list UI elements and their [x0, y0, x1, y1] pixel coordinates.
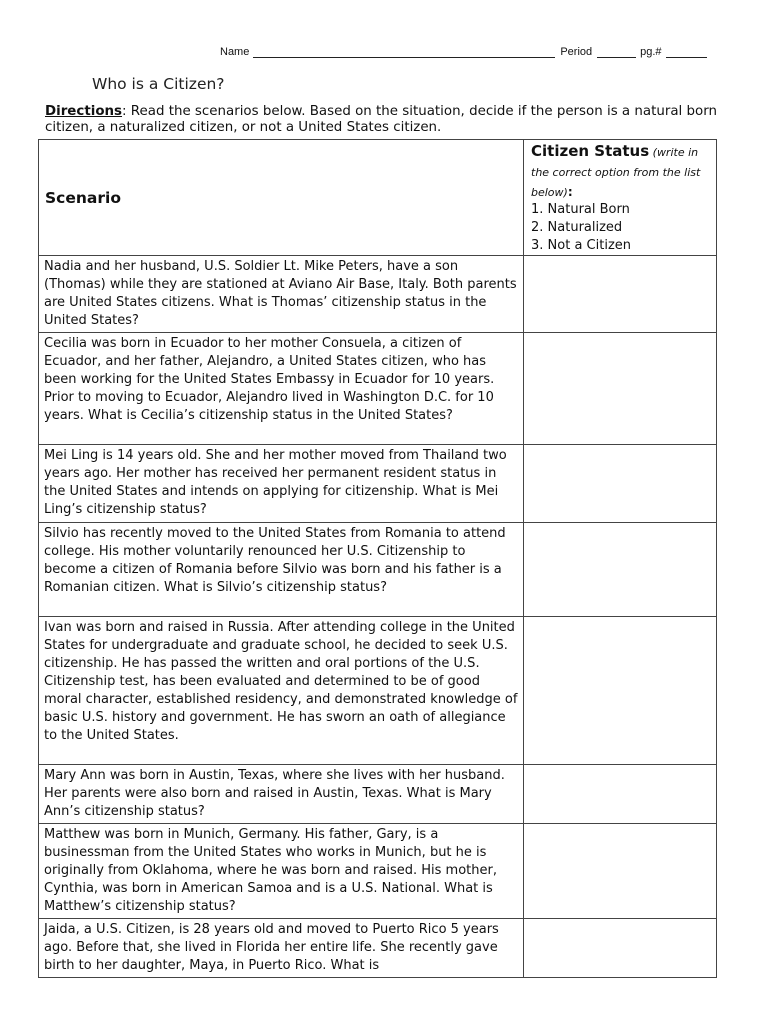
directions-paragraph — [45, 104, 725, 136]
status-answer-cell-silvio[interactable] — [524, 523, 717, 617]
scenario-cell-cecilia: Cecilia was born in Ecuador to her mother Consuela, a citizen of Ecuador, and her father, Alejandro, a United States citizen, who has been working for the United States Embassy in Ecuador for 10 years. Prior to moving to Ecuador, Alejandro lived in Washington D.C. for 10 years. What is Cecilia’s citizenship status in the United States? — [39, 333, 524, 445]
table-row — [39, 445, 717, 523]
option-natural-born: 1. Natural Born — [531, 202, 630, 217]
status-answer-cell-jaida[interactable] — [524, 919, 717, 978]
option-not-a-citizen: 3. Not a Citizen — [531, 238, 632, 253]
table-row — [39, 919, 717, 978]
scenario-cell-jaida: Jaida, a U.S. Citizen, is 28 years old and moved to Puerto Rico 5 years ago. Before that, she lived in Florida her entire life. She recently gave birth to her daughter, Maya, in Puerto Rico. What is — [39, 919, 524, 978]
status-answer-cell-mei-ling[interactable] — [524, 445, 717, 523]
status-answer-cell-cecilia[interactable] — [524, 333, 717, 445]
name-label: Name — [220, 46, 250, 58]
scenario-cell-mary-ann: Mary Ann was born in Austin, Texas, where she lives with her husband. Her parents were also born and raised in Austin, Texas. What is Mary Ann’s citizenship status? — [39, 765, 524, 824]
citizen-status-colon: : — [567, 185, 573, 199]
status-answer-cell-thomas[interactable] — [524, 256, 717, 333]
citizen-status-column-header — [524, 140, 717, 256]
table-row — [39, 333, 717, 445]
scenario-cell-matthew: Matthew was born in Munich, Germany. His father, Gary, is a businessman from the United States who works in Munich, but he is originally from Oklahoma, where he was born and raised. His mother, Cynthia, was born in American Samoa and is a U.S. National. What is Matthew’s citizenship status? — [39, 824, 524, 919]
worksheet-title: Who is a Citizen? — [92, 75, 225, 93]
directions-text: : Read the scenarios below. Based on the situation, decide if the person is a natural born citizen, a naturalized citizen, or not a United States citizen. — [45, 104, 717, 135]
name-field-line[interactable] — [253, 44, 555, 58]
directions-label: Directions — [45, 104, 123, 119]
page-number-field-line[interactable] — [666, 44, 707, 58]
table-row — [39, 824, 717, 919]
citizen-status-note: write in the correct option from the list below) — [531, 146, 701, 199]
table-row — [39, 765, 717, 824]
status-answer-cell-mary-ann[interactable] — [524, 765, 717, 824]
period-label: Period — [560, 46, 593, 58]
citizen-status-note-open: ( — [649, 146, 657, 159]
scenario-cell-mei-ling: Mei Ling is 14 years old. She and her mother moved from Thailand two years ago. Her mother has received her permanent resident status in the United States and intends on applying for citizenship. What is Mei Ling’s citizenship status? — [39, 445, 524, 523]
scenario-cell-ivan: Ivan was born and raised in Russia. After attending college in the United States for undergraduate and graduate school, he decided to seek U.S. citizenship. He has passed the written and oral portions of the U.S. Citizenship test, has been evaluated and determined to be of good moral character, established residency, and demonstrated knowledge of basic U.S. history and government. He has sworn an oath of allegiance to the United States. — [39, 617, 524, 765]
status-answer-cell-ivan[interactable] — [524, 617, 717, 765]
table-header-row — [39, 140, 717, 256]
status-answer-cell-matthew[interactable] — [524, 824, 717, 919]
scenario-cell-thomas: Nadia and her husband, U.S. Soldier Lt. Mike Peters, have a son (Thomas) while they are stationed at Aviano Air Base, Italy. Both parents are United States citizens. What is Thomas’ citizenship status in the United States? — [39, 256, 524, 333]
table-row — [39, 256, 717, 333]
citizen-status-title: Citizen Status — [531, 142, 650, 160]
scenario-table — [38, 139, 717, 978]
period-field-line[interactable] — [597, 44, 636, 58]
scenario-column-header: Scenario — [39, 140, 524, 256]
table-row — [39, 523, 717, 617]
page-number-label: pg.# — [640, 46, 662, 58]
scenario-cell-silvio: Silvio has recently moved to the United States from Romania to attend college. His mother voluntarily renounced her U.S. Citizenship to become a citizen of Romania before Silvio was born and his father is a Romanian citizen. What is Silvio’s citizenship status? — [39, 523, 524, 617]
option-naturalized: 2. Naturalized — [531, 220, 623, 235]
table-row — [39, 617, 717, 765]
student-info-header — [0, 44, 768, 58]
